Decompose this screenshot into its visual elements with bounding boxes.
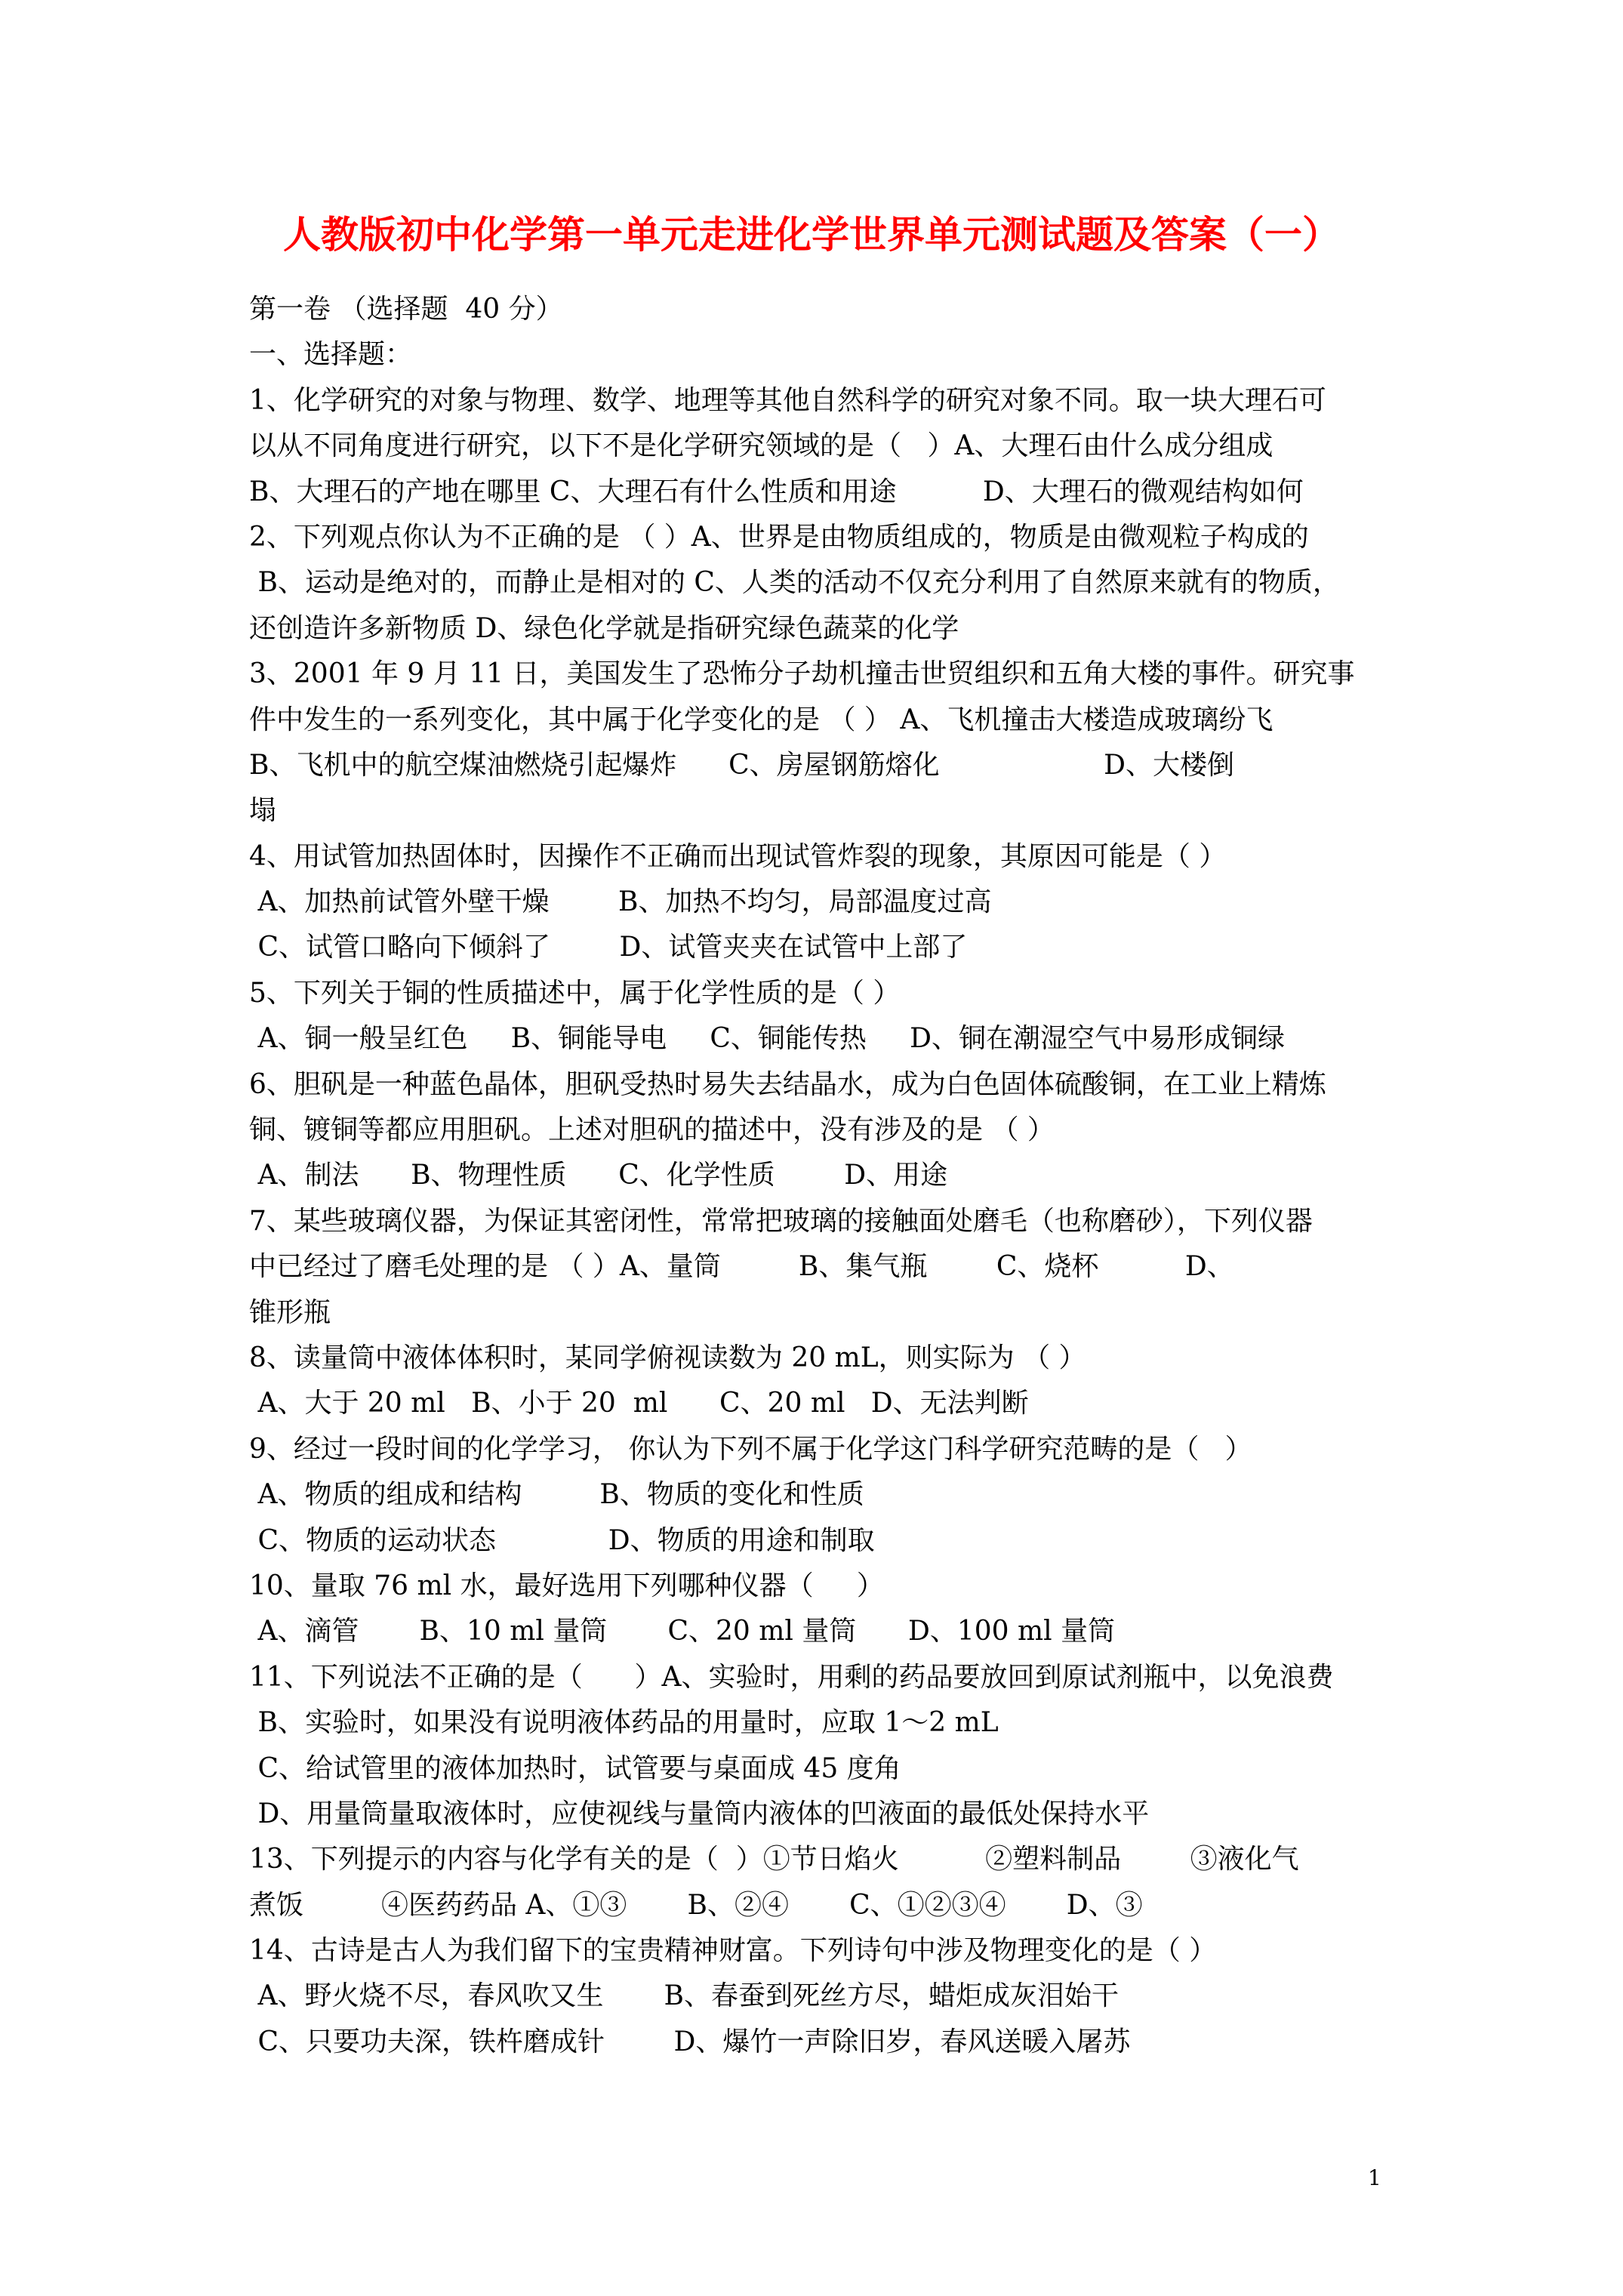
text-line: 3、2001 年 9 月 11 日，美国发生了恐怖分子劫机撞击世贸组织和五角大楼的事件。研究事: [249, 658, 1355, 690]
text-line: A、加热前试管外壁干燥 B、加热不均匀，局部温度过高: [249, 886, 992, 918]
text-line: 塌: [249, 795, 277, 827]
text-line: 10、量取 76 ml 水，最好选用下列哪种仪器（ ）: [249, 1570, 884, 1601]
text-line: 锥形瓶: [249, 1296, 331, 1328]
text-line: 9、经过一段时间的化学学习， 你认为下列不属于化学这门科学研究范畴的是（ ）: [249, 1433, 1252, 1465]
text-line: 煮饭 ④医药药品 A、①③ B、②④ C、①②③④ D、③: [249, 1889, 1143, 1921]
text-line: 中已经过了磨毛处理的是 （ ）A、量筒 B、集气瓶 C、烧杯 D、: [249, 1251, 1234, 1283]
text-line: A、铜一般呈红色 B、铜能导电 C、铜能传热 D、铜在潮湿空气中易形成铜绿: [249, 1023, 1285, 1055]
text-line: 还创造许多新物质 D、绿色化学就是指研究绿色蔬菜的化学: [249, 612, 959, 644]
text-line: C、给试管里的液体加热时，试管要与桌面成 45 度角: [249, 1752, 901, 1784]
text-line: 7、某些玻璃仪器，为保证其密闭性，常常把玻璃的接触面处磨毛（也称磨砂），下列仪器: [249, 1205, 1313, 1237]
text-line: 2、下列观点你认为不正确的是 （ ）A、世界是由物质组成的，物质是由微观粒子构成的: [249, 521, 1309, 553]
text-line: A、物质的组成和结构 B、物质的变化和性质: [249, 1479, 864, 1511]
text-line: 4、用试管加热固体时，因操作不正确而出现试管炸裂的现象，其原因可能是（ ）: [249, 840, 1227, 872]
text-line: 5、下列关于铜的性质描述中，属于化学性质的是（ ）: [249, 977, 901, 1009]
text-line: A、制法 B、物理性质 C、化学性质 D、用途: [249, 1160, 948, 1191]
text-line: 以从不同角度进行研究，以下不是化学研究领域的是（ ）A、大理石由什么成分组成: [249, 430, 1273, 462]
text-line: A、滴管 B、10 ml 量筒 C、20 ml 量筒 D、100 ml 量筒: [249, 1616, 1116, 1647]
text-line: 8、读量筒中液体体积时，某同学俯视读数为 20 mL，则实际为 （ ）: [249, 1342, 1086, 1373]
text-line: B、运动是绝对的，而静止是相对的 C、人类的活动不仅充分利用了自然原来就有的物质，: [249, 567, 1340, 599]
text-line: 1、化学研究的对象与物理、数学、地理等其他自然科学的研究对象不同。取一块大理石可: [249, 384, 1326, 416]
text-line: 铜、镀铜等都应用胆矾。上述对胆矾的描述中，没有涉及的是 （ ）: [249, 1114, 1055, 1146]
text-line: A、野火烧不尽，春风吹又生 B、春蚕到死丝方尽，蜡炬成灰泪始干: [249, 1980, 1119, 2012]
text-line: 11、下列说法不正确的是（ ）A、实验时，用剩的药品要放回到原试剂瓶中，以免浪费: [249, 1661, 1334, 1693]
text-line: C、物质的运动状态 D、物质的用途和制取: [249, 1524, 875, 1556]
text-line: 14、古诗是古人为我们留下的宝贵精神财富。下列诗句中涉及物理变化的是（ ）: [249, 1935, 1217, 1967]
text-line: B、大理石的产地在哪里 C、大理石有什么性质和用途 D、大理石的微观结构如何: [249, 476, 1304, 507]
text-line: 件中发生的一系列变化，其中属于化学变化的是 （ ） A、飞机撞击大楼造成玻璃纷飞: [249, 704, 1273, 735]
text-line: B、飞机中的航空煤油燃烧引起爆炸 C、房屋钢筋熔化 D、大楼倒: [249, 749, 1234, 781]
text-line: 第一卷 （选择题 40 分）: [249, 294, 563, 325]
text-line: C、只要功夫深，铁杵磨成针 D、爆竹一声除旧岁，春风送暖入屠苏: [249, 2026, 1131, 2057]
text-line: D、用量筒量取液体时，应使视线与量筒内液体的凹液面的最低处保持水平: [249, 1798, 1150, 1829]
text-line: 6、胆矾是一种蓝色晶体，胆矾受热时易失去结晶水，成为白色固体硫酸铜，在工业上精炼: [249, 1068, 1326, 1100]
text-line: 一、选择题：: [249, 339, 413, 371]
page-number: 1: [1368, 2165, 1381, 2190]
question-body: [249, 287, 1412, 2065]
text-line: B、实验时，如果没有说明液体药品的用量时，应取 1～2 mL: [249, 1707, 999, 1739]
text-line: 13、下列提示的内容与化学有关的是（ ）①节日焰火 ②塑料制品 ③液化气: [249, 1844, 1299, 1875]
text-line: C、试管口略向下倾斜了 D、试管夹夹在试管中上部了: [249, 932, 968, 963]
text-line: A、大于 20 ml B、小于 20 ml C、20 ml D、无法判断: [249, 1388, 1029, 1419]
document-title: 人教版初中化学第一单元走进化学世界单元测试题及答案（一）: [283, 212, 1340, 257]
